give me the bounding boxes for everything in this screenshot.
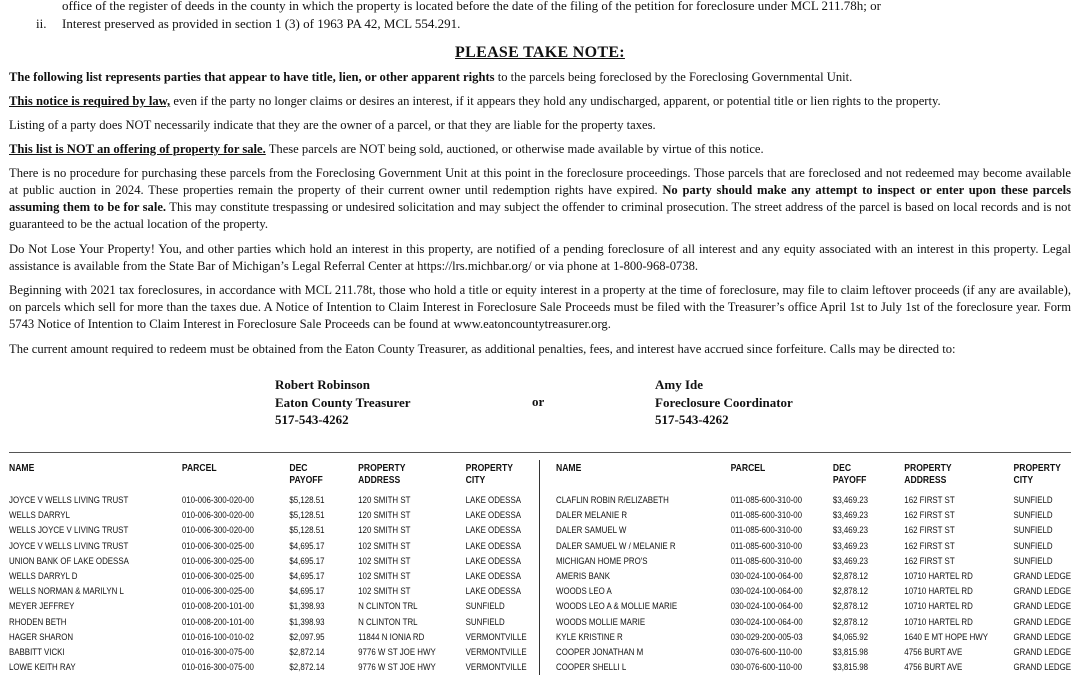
- cell-payoff: $3,469.23: [832, 540, 869, 551]
- paragraph-do-not-lose: Do Not Lose Your Property! You, and other parties which hold an interest in this property, are notified of a pending foreclosure of all interest and any equity associated with an interest in this property. Legal assistance is available from the State Bar of Michigan’s Legal Referral Center at https://lrs.michbar.org/ or via phone at 1-800-968-0738.: [9, 242, 1071, 273]
- intro-item: [36, 15, 1076, 33]
- header-city-line1: PROPERTY: [465, 463, 513, 474]
- cell-address: 120 SMITH ST: [358, 525, 411, 536]
- cell-name: UNION BANK OF LAKE ODESSA: [9, 555, 129, 566]
- cell-city: SUNFIELD: [1013, 555, 1053, 566]
- cell-city: VERMONTVILLE: [465, 662, 527, 673]
- cell-name: WOODS MOLLIE MARIE: [556, 616, 646, 627]
- cell-payoff: $2,872.14: [289, 662, 325, 673]
- header-address: [358, 463, 405, 487]
- cell-parcel: 030-024-100-064-00: [730, 601, 803, 612]
- cell-address: 10710 HARTEL RD: [904, 601, 973, 612]
- cell-address: N CLINTON TRL: [358, 601, 418, 612]
- intro-list: [36, 0, 1076, 33]
- contact-title: Foreclosure Coordinator: [655, 394, 793, 410]
- cell-name: MEYER JEFFREY: [9, 601, 75, 612]
- cell-payoff: $3,469.23: [832, 495, 869, 505]
- cell-parcel: 010-008-200-101-00: [181, 616, 254, 627]
- paragraph-not-offering: [9, 141, 1071, 158]
- paragraph-redeem: The current amount required to redeem must be obtained from the Eaton County Treasurer, as additional penalties, fees, and interest have accrued since forfeiture. Calls may be directed to:: [9, 342, 956, 356]
- contact-treasurer: [275, 376, 411, 429]
- cell-address: 10710 HARTEL RD: [904, 586, 973, 597]
- cell-parcel: 030-024-100-064-00: [730, 586, 803, 597]
- cell-address: 120 SMITH ST: [358, 510, 411, 521]
- header-parcel: PARCEL: [730, 463, 766, 474]
- cell-address: 102 SMITH ST: [358, 586, 411, 597]
- cell-payoff: $1,398.93: [289, 601, 325, 612]
- cell-city: LAKE ODESSA: [465, 540, 521, 551]
- cell-address: 162 FIRST ST: [904, 525, 955, 536]
- header-city: [1014, 463, 1061, 487]
- cell-city: LAKE ODESSA: [465, 525, 521, 536]
- cell-city: SUNFIELD: [465, 601, 505, 612]
- cell-name: WELLS JOYCE V LIVING TRUST: [9, 525, 129, 536]
- cell-name: WELLS DARRYL: [9, 510, 70, 521]
- column-divider: [539, 460, 540, 675]
- cell-payoff: $2,878.12: [832, 601, 869, 612]
- header-city-line1: PROPERTY: [1013, 463, 1061, 474]
- cell-city: GRAND LEDGE: [1013, 616, 1072, 627]
- cell-address: 162 FIRST ST: [904, 555, 955, 566]
- cell-city: LAKE ODESSA: [465, 570, 521, 581]
- cell-parcel: 030-024-100-064-00: [730, 616, 803, 627]
- cell-name: DALER SAMUEL W / MELANIE R: [556, 540, 676, 551]
- header-city-line2: CITY: [1013, 475, 1034, 486]
- cell-parcel: 010-006-300-020-00: [181, 510, 254, 521]
- contact-phone: 517-543-4262: [655, 412, 729, 427]
- paragraph-procedure-start: There is no procedure for purchasing these parcels from the Foreclosing Government Unit at this point in the foreclosure proceedings. Those parcels that are foreclosed and not redeemed may become available at public auction in 2024. These properties remain the property of their current owner until redemption rights have expired.: [9, 166, 1071, 197]
- header-address: [904, 463, 951, 487]
- cell-parcel: 030-076-600-110-00: [730, 646, 803, 657]
- cell-address: 102 SMITH ST: [358, 570, 411, 581]
- cell-parcel: 010-006-300-025-00: [181, 555, 254, 566]
- cell-parcel: 011-085-600-310-00: [730, 540, 803, 551]
- cell-city: SUNFIELD: [1013, 540, 1053, 551]
- cell-city: SUNFIELD: [1013, 525, 1053, 536]
- contact-title: Eaton County Treasurer: [275, 394, 411, 410]
- paragraph-parties: [9, 69, 1071, 86]
- cell-parcel: 011-085-600-310-00: [730, 555, 803, 566]
- cell-payoff: $3,469.23: [832, 525, 869, 536]
- paragraph-not-offering-lead: This list is NOT an offering of property for sale.: [9, 142, 266, 156]
- cell-city: GRAND LEDGE: [1013, 601, 1072, 612]
- cell-parcel: 010-006-300-020-00: [181, 495, 254, 505]
- cell-name: COOPER SHELLI L: [556, 662, 627, 673]
- cell-city: SUNFIELD: [1013, 510, 1053, 521]
- cell-parcel: 010-006-300-025-00: [181, 570, 254, 581]
- cell-address: 10710 HARTEL RD: [904, 570, 973, 581]
- cell-payoff: $5,128.51: [289, 525, 325, 536]
- cell-payoff: $3,815.98: [832, 662, 869, 673]
- paragraph-required-rest: even if the party no longer claims or desires an interest, if it appears they hold any undischarged, apparent, or potential title or lien rights to the property.: [170, 94, 941, 108]
- cell-address: 4756 BURT AVE: [904, 662, 963, 673]
- notice-title: PLEASE TAKE NOTE:: [455, 44, 625, 61]
- cell-address: 102 SMITH ST: [358, 540, 411, 551]
- intro-text: office of the register of deeds in the county in which the property is located before the date of the filing of the petition for foreclosure under MCL 211.78h; or: [62, 0, 881, 13]
- paragraph-procedure-end: This may constitute trespassing or undesired solicitation and may subject the offender to criminal prosecution. The street address of the parcel is based on local records and is not guaranteed to be the actual location of the property.: [9, 200, 1071, 231]
- cell-parcel: 011-085-600-310-00: [730, 525, 803, 536]
- cell-city: SUNFIELD: [1013, 495, 1053, 505]
- paragraph-parties-bold: The following list represents parties that appear to have title, lien, or other apparent rights: [9, 70, 495, 84]
- intro-text: Interest preserved as provided in section 1 (3) of 1963 PA 42, MCL 554.291.: [62, 16, 461, 31]
- intro-marker: [36, 0, 62, 15]
- cell-payoff: $3,469.23: [832, 555, 869, 566]
- cell-address: N CLINTON TRL: [358, 616, 418, 627]
- cell-payoff: $5,128.51: [289, 495, 325, 505]
- contact-name: Robert Robinson: [275, 377, 370, 392]
- cell-payoff: $2,097.95: [289, 631, 325, 642]
- paragraph-parties-rest: to the parcels being foreclosed by the Foreclosing Governmental Unit.: [494, 70, 853, 84]
- cell-payoff: $5,128.51: [289, 510, 325, 521]
- cell-name: WELLS DARRYL D: [9, 570, 78, 581]
- cell-city: SUNFIELD: [465, 616, 505, 627]
- section-divider: [9, 452, 1071, 453]
- intro-item: [36, 0, 1076, 15]
- cell-name: CLAFLIN ROBIN R/ELIZABETH: [556, 495, 669, 505]
- cell-payoff: $4,695.17: [289, 586, 325, 597]
- cell-payoff: $4,695.17: [289, 570, 325, 581]
- cell-parcel: 010-008-200-101-00: [181, 601, 254, 612]
- header-name: NAME: [556, 463, 582, 474]
- cell-parcel: 011-085-600-310-00: [730, 495, 803, 505]
- cell-city: LAKE ODESSA: [465, 495, 521, 505]
- cell-name: LOWE KEITH RAY: [9, 662, 76, 673]
- cell-payoff: $3,815.98: [832, 646, 869, 657]
- cell-name: KYLE KRISTINE R: [556, 631, 623, 642]
- cell-address: 4756 BURT AVE: [904, 646, 963, 657]
- cell-city: GRAND LEDGE: [1013, 646, 1072, 657]
- cell-parcel: 030-076-600-110-00: [730, 662, 803, 673]
- cell-address: 162 FIRST ST: [904, 540, 955, 551]
- cell-city: VERMONTVILLE: [465, 646, 527, 657]
- header-parcel: PARCEL: [181, 463, 217, 474]
- cell-address: 162 FIRST ST: [904, 495, 955, 505]
- cell-address: 102 SMITH ST: [358, 555, 411, 566]
- header-payoff: DEC PAYOFF: [289, 463, 323, 486]
- cell-parcel: 030-029-200-005-03: [730, 631, 803, 642]
- paragraph-procedure-bold: No party should make any attempt to inspect or enter upon these parcels assuming them to be for sale.: [9, 183, 1071, 214]
- cell-payoff: $2,878.12: [832, 616, 869, 627]
- contact-name: Amy Ide: [655, 377, 704, 392]
- paragraph-listing: Listing of a party does NOT necessarily indicate that they are the owner of a parcel, or that they are liable for the property taxes.: [9, 118, 656, 132]
- paragraph-not-offering-rest: These parcels are NOT being sold, auctioned, or otherwise made available by virtue of this notice.: [265, 142, 764, 156]
- cell-city: LAKE ODESSA: [465, 510, 521, 521]
- cell-city: GRAND LEDGE: [1013, 586, 1072, 597]
- cell-city: GRAND LEDGE: [1013, 570, 1072, 581]
- cell-payoff: $2,878.12: [832, 586, 869, 597]
- cell-payoff: $4,695.17: [289, 540, 325, 551]
- cell-name: WOODS LEO A & MOLLIE MARIE: [556, 601, 678, 612]
- header-address-line2: ADDRESS: [904, 475, 947, 486]
- contacts-block: [0, 376, 1080, 428]
- intro-marker: ii.: [36, 16, 47, 31]
- cell-name: DALER SAMUEL W: [556, 525, 627, 536]
- cell-address: 11844 N IONIA RD: [358, 631, 425, 642]
- cell-name: COOPER JONATHAN M: [556, 646, 644, 657]
- paragraph-required: [9, 93, 1071, 110]
- cell-address: 120 SMITH ST: [358, 495, 411, 505]
- header-name: NAME: [9, 463, 35, 474]
- header-city: [466, 463, 513, 487]
- header-address-line1: PROPERTY: [358, 463, 406, 474]
- cell-name: WELLS NORMAN & MARILYN L: [9, 586, 124, 597]
- cell-name: AMERIS BANK: [556, 570, 611, 581]
- cell-payoff: $1,398.93: [289, 616, 325, 627]
- cell-parcel: 010-016-100-010-02: [181, 631, 254, 642]
- cell-address: 162 FIRST ST: [904, 510, 955, 521]
- cell-payoff: $3,469.23: [832, 510, 869, 521]
- contact-or-label: or: [532, 394, 545, 409]
- cell-name: MICHIGAN HOME PRO'S: [556, 555, 648, 566]
- paragraph-procedure: [9, 165, 1071, 233]
- header-city-line2: CITY: [465, 475, 486, 486]
- cell-payoff: $4,065.92: [832, 631, 869, 642]
- cell-payoff: $2,872.14: [289, 646, 325, 657]
- cell-city: GRAND LEDGE: [1013, 631, 1072, 642]
- cell-address: 1640 E MT HOPE HWY: [904, 631, 989, 642]
- cell-name: WOODS LEO A: [556, 586, 612, 597]
- header-address-line1: PROPERTY: [904, 463, 952, 474]
- cell-address: 10710 HARTEL RD: [904, 616, 973, 627]
- cell-name: JOYCE V WELLS LIVING TRUST: [9, 495, 129, 505]
- cell-city: VERMONTVILLE: [465, 631, 527, 642]
- cell-name: RHODEN BETH: [9, 616, 67, 627]
- cell-name: JOYCE V WELLS LIVING TRUST: [9, 540, 129, 551]
- cell-city: GRAND LEDGE: [1013, 662, 1072, 673]
- cell-parcel: 010-016-300-075-00: [181, 646, 254, 657]
- cell-parcel: 010-006-300-020-00: [181, 525, 254, 536]
- cell-address: 9776 W ST JOE HWY: [358, 662, 436, 673]
- header-payoff: DEC PAYOFF: [832, 463, 867, 486]
- cell-name: DALER MELANIE R: [556, 510, 628, 521]
- header-address-line2: ADDRESS: [358, 475, 401, 486]
- cell-parcel: 010-006-300-025-00: [181, 540, 254, 551]
- paragraph-required-lead: This notice is required by law,: [9, 94, 171, 108]
- cell-city: LAKE ODESSA: [465, 555, 521, 566]
- cell-parcel: 010-006-300-025-00: [181, 586, 254, 597]
- cell-parcel: 011-085-600-310-00: [730, 510, 803, 521]
- contact-coordinator: [655, 376, 793, 429]
- cell-name: HAGER SHARON: [9, 631, 74, 642]
- cell-parcel: 030-024-100-064-00: [730, 570, 803, 581]
- cell-name: BABBITT VICKI: [9, 646, 65, 657]
- cell-payoff: $4,695.17: [289, 555, 325, 566]
- contact-phone: 517-543-4262: [275, 412, 349, 427]
- cell-payoff: $2,878.12: [832, 570, 869, 581]
- cell-address: 9776 W ST JOE HWY: [358, 646, 436, 657]
- cell-city: LAKE ODESSA: [465, 586, 521, 597]
- cell-parcel: 010-016-300-075-00: [181, 662, 254, 673]
- paragraph-proceeds: Beginning with 2021 tax foreclosures, in accordance with MCL 211.78t, those who hold a title or equity interest in a property at the time of foreclosure, may file to claim leftover proceeds (if any are available), on parcels which sell for more than the taxes due. A Notice of Intention to Claim Interest in Foreclosure Sale Proceeds must be filed with the Treasurer’s office April 1st to July 1st of the foreclosure year. Form 5743 Notice of Intention to Claim Interest in Foreclosure Sale Proceeds can be found at www.eatoncountytreasurer.org.: [9, 283, 1071, 331]
